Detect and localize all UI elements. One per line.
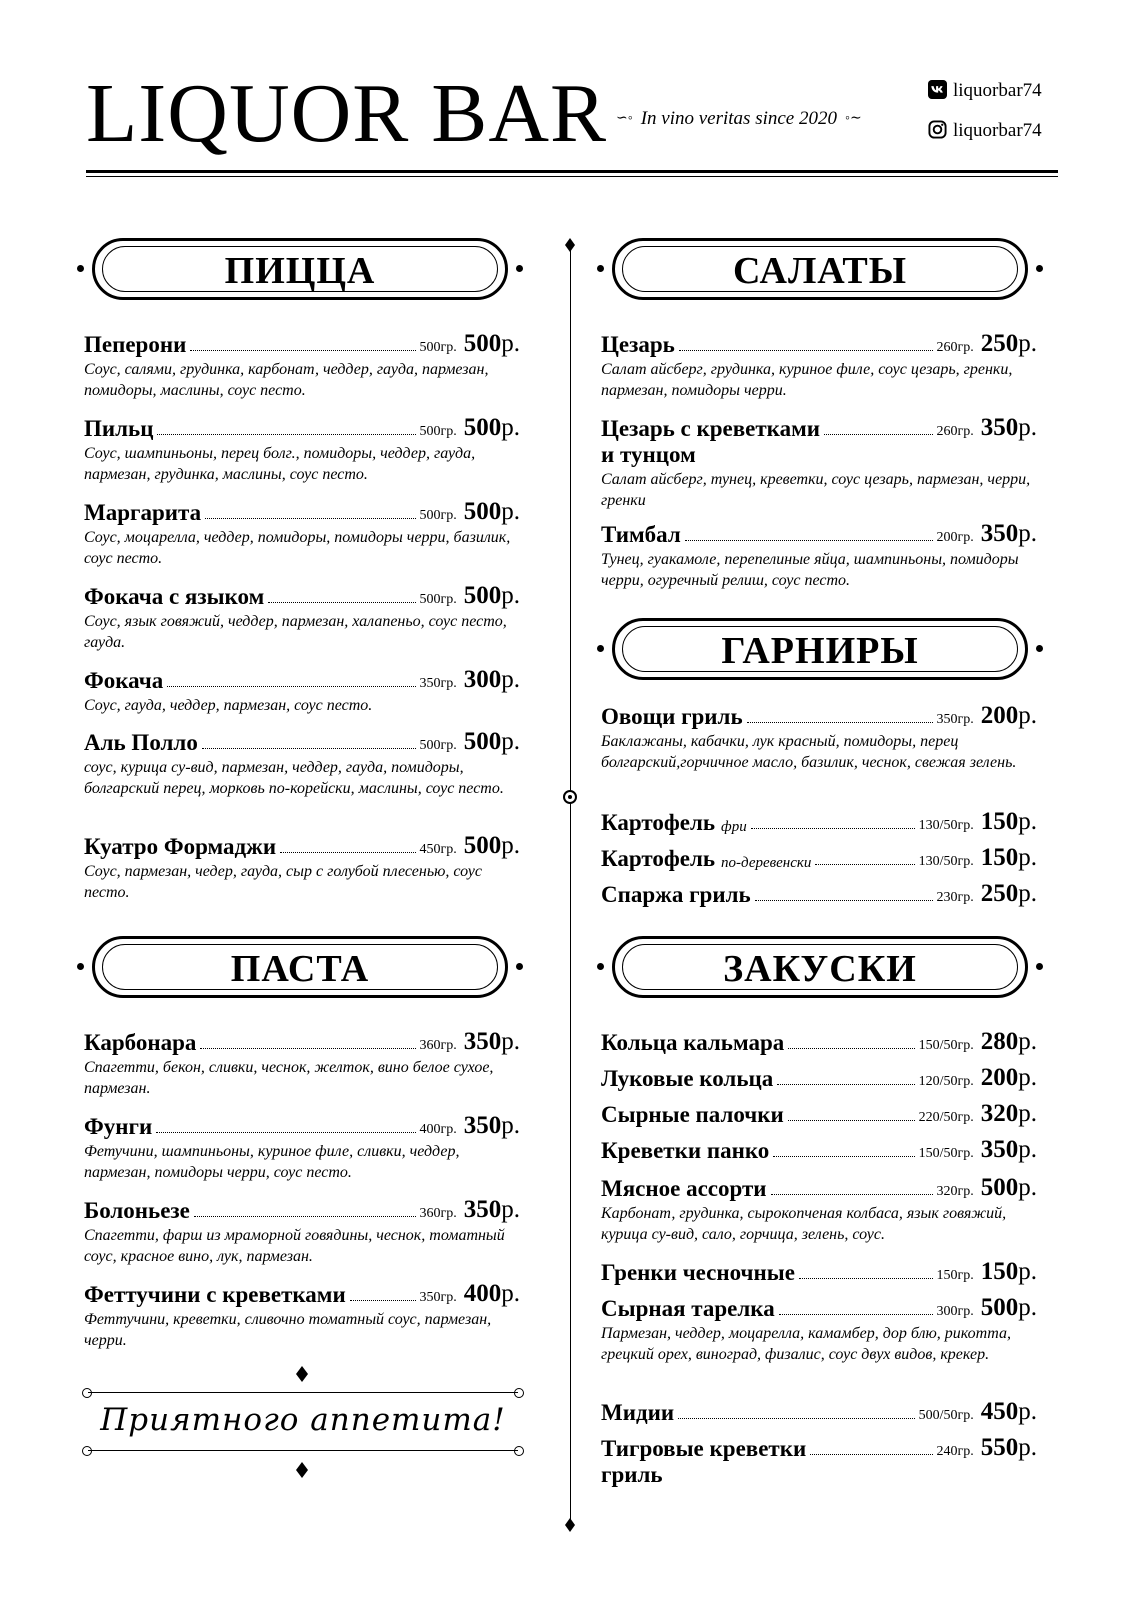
item-price xyxy=(981,1174,1037,1202)
item-price xyxy=(464,1112,520,1140)
price-currency: р. xyxy=(501,1028,520,1055)
menu-item-row xyxy=(601,1256,1037,1286)
item-price xyxy=(981,520,1037,548)
menu-item xyxy=(601,1062,1037,1092)
item-name: Фунги xyxy=(84,1114,153,1139)
price-currency: р. xyxy=(1018,880,1037,907)
dot-leader xyxy=(751,828,915,829)
item-price xyxy=(981,414,1037,442)
dot-leader xyxy=(268,602,415,603)
item-description: соус, курица су-вид, пармезан, чеддер, гауда, помидоры, болгарский перец, морковь по-корейски, маслины, соус песто. xyxy=(84,759,504,797)
menu-item-row xyxy=(84,1194,520,1224)
price-currency: р. xyxy=(1018,1294,1037,1321)
item-description: Баклажаны, кабачки, лук красный, помидоры, перец болгарский,горчичное масло, базилик, чеснок, свежая зелень. xyxy=(601,733,1017,771)
item-description: Соус, пармезан, чедер, гауда, сыр с голубой плесенью, соус песто. xyxy=(84,863,482,901)
item-weight: 120/50гр. xyxy=(918,1074,974,1089)
item-description: Пармезан, чеддер, моцарелла, камамбер, дор блю, рикотта, грецкий орех, виноград, физалис, соус двух видов, крекер. xyxy=(601,1325,1011,1363)
item-note: фри xyxy=(721,819,747,835)
price-value: 500 xyxy=(463,728,502,755)
section-title: ПАСТА xyxy=(230,948,370,990)
item-price xyxy=(464,832,520,860)
price-value: 350 xyxy=(463,1112,502,1139)
menu-item-row xyxy=(84,412,520,442)
menu-item-row xyxy=(601,842,1037,872)
item-name: Болоньезе xyxy=(84,1198,190,1223)
item-price xyxy=(981,330,1037,358)
item-name: Гренки чесночные xyxy=(601,1260,795,1285)
item-name-continued: и тунцом xyxy=(601,442,696,467)
item-price xyxy=(464,582,520,610)
price-currency: р. xyxy=(501,330,520,357)
flourish-line xyxy=(88,1392,518,1393)
item-price xyxy=(464,1028,520,1056)
menu-item xyxy=(84,328,520,401)
dot-leader xyxy=(280,852,415,853)
item-name: Маргарита xyxy=(84,500,202,525)
menu-item-row xyxy=(601,1098,1037,1128)
item-weight: 150/50гр. xyxy=(918,1038,974,1053)
item-price xyxy=(981,1028,1037,1056)
item-price xyxy=(981,844,1037,872)
price-value: 500 xyxy=(463,832,502,859)
item-price xyxy=(981,1294,1037,1322)
item-description: Салат айсберг, тунец, креветки, соус цезарь, пармезан, черри, гренки xyxy=(601,471,1031,509)
item-weight: 350гр. xyxy=(419,676,457,691)
item-name: Овощи гриль xyxy=(601,704,743,729)
dot-leader xyxy=(777,1084,914,1085)
price-value: 300 xyxy=(463,666,502,693)
price-value: 350 xyxy=(980,414,1019,441)
brand-title: LIQUOR BAR xyxy=(86,67,608,160)
item-weight: 260гр. xyxy=(936,424,974,439)
item-description: Спагетти, бекон, сливки, чеснок, желток, вино белое сухое, пармезан. xyxy=(84,1059,494,1097)
menu-item-row xyxy=(601,518,1037,548)
menu-item xyxy=(601,878,1037,908)
price-value: 450 xyxy=(980,1398,1019,1425)
item-price xyxy=(464,414,520,442)
menu-item xyxy=(601,518,1037,591)
menu-item-row xyxy=(601,1172,1037,1202)
dot-leader xyxy=(815,864,914,865)
instagram-link[interactable] xyxy=(928,120,1042,142)
item-weight: 350гр. xyxy=(419,1290,457,1305)
price-currency: р. xyxy=(501,832,520,859)
menu-item-row xyxy=(84,830,520,860)
section-title: ЗАКУСКИ xyxy=(723,948,917,990)
price-currency: р. xyxy=(501,728,520,755)
menu-item xyxy=(601,1026,1037,1056)
curl-ornament-icon xyxy=(82,1446,92,1456)
section-title: ГАРНИРЫ xyxy=(721,630,919,672)
dot-leader xyxy=(194,1216,416,1217)
price-currency: р. xyxy=(1018,1136,1037,1163)
item-price xyxy=(981,1258,1037,1286)
item-name: Мидии xyxy=(601,1400,675,1425)
item-price xyxy=(464,666,520,694)
price-currency: р. xyxy=(1018,1064,1037,1091)
price-value: 150 xyxy=(980,1258,1019,1285)
price-value: 500 xyxy=(463,330,502,357)
menu-item xyxy=(601,412,1037,511)
menu-item-row xyxy=(84,1110,520,1140)
menu-item-row xyxy=(84,328,520,358)
item-weight: 150/50гр. xyxy=(918,1146,974,1161)
dot-leader xyxy=(755,900,933,901)
dot-leader xyxy=(157,434,415,435)
item-weight: 500/50гр. xyxy=(918,1408,974,1423)
dot-leader xyxy=(350,1300,416,1301)
header-rule-thin xyxy=(86,176,1058,177)
instagram-icon xyxy=(928,120,947,139)
menu-item xyxy=(601,1292,1037,1365)
price-currency: р. xyxy=(501,1196,520,1223)
menu-item-row xyxy=(601,1292,1037,1322)
menu-item-row xyxy=(601,412,1037,442)
menu-item xyxy=(601,1172,1037,1245)
section-banner-sides xyxy=(612,618,1028,680)
menu-item-row xyxy=(601,878,1037,908)
price-value: 400 xyxy=(463,1280,502,1307)
item-description: Соус, шампиньоны, перец болг., помидоры, чеддер, гауда, пармезан, грудинка, маслины, соус песто. xyxy=(84,445,476,483)
diamond-ornament-icon xyxy=(565,238,575,252)
vk-link[interactable] xyxy=(928,80,1042,102)
menu-item xyxy=(84,1026,520,1099)
dot-ornament-icon xyxy=(77,265,84,272)
menu-item-row xyxy=(84,1278,520,1308)
menu-item xyxy=(84,726,520,799)
item-name: Креветки панко xyxy=(601,1138,770,1163)
dot-ornament-icon xyxy=(1036,963,1043,970)
vk-handle: liquorbar74 xyxy=(953,80,1042,101)
item-weight: 130/50гр. xyxy=(918,854,974,869)
item-name: Пеперони xyxy=(84,332,187,357)
menu-item xyxy=(601,842,1037,872)
dot-leader xyxy=(679,350,933,351)
diamond-ornament-icon xyxy=(296,1366,308,1382)
price-value: 200 xyxy=(980,1064,1019,1091)
item-weight: 320гр. xyxy=(936,1184,974,1199)
price-currency: р. xyxy=(501,582,520,609)
item-weight: 360гр. xyxy=(419,1206,457,1221)
item-weight: 500гр. xyxy=(419,592,457,607)
item-price xyxy=(981,808,1037,836)
price-value: 250 xyxy=(980,880,1019,907)
section-title: САЛАТЫ xyxy=(732,250,908,292)
item-name: Картофель xyxy=(601,810,716,835)
menu-item-row xyxy=(601,328,1037,358)
item-name: Карбонара xyxy=(84,1030,197,1055)
item-weight: 260гр. xyxy=(936,340,974,355)
menu-item xyxy=(84,1194,520,1267)
diamond-ornament-icon xyxy=(565,1518,575,1532)
dot-ornament-icon xyxy=(516,963,523,970)
swirl-ornament-icon: ◦∼ xyxy=(845,111,862,126)
item-name-continued: гриль xyxy=(601,1462,663,1487)
price-value: 500 xyxy=(980,1174,1019,1201)
price-value: 350 xyxy=(980,1136,1019,1163)
price-currency: р. xyxy=(1018,808,1037,835)
item-name: Мясное ассорти xyxy=(601,1176,767,1201)
curl-ornament-icon xyxy=(514,1388,524,1398)
item-name: Спаржа гриль xyxy=(601,882,751,907)
item-price xyxy=(981,1434,1037,1462)
price-currency: р. xyxy=(1018,330,1037,357)
item-price xyxy=(464,498,520,526)
menu-item xyxy=(84,580,520,653)
item-weight: 240гр. xyxy=(936,1444,974,1459)
menu-item xyxy=(601,1256,1037,1286)
price-value: 150 xyxy=(980,844,1019,871)
dot-leader xyxy=(824,434,932,435)
menu-item-row xyxy=(601,1062,1037,1092)
item-note: по-деревенски xyxy=(721,855,812,871)
menu-item xyxy=(601,806,1037,836)
menu-item xyxy=(601,1134,1037,1164)
menu-item-row xyxy=(601,700,1037,730)
price-currency: р. xyxy=(1018,702,1037,729)
dot-leader xyxy=(205,518,415,519)
menu-item xyxy=(601,700,1037,773)
menu-item xyxy=(601,1396,1037,1426)
item-name: Цезарь с креветками xyxy=(601,416,821,441)
item-description: Фетучини, шампиньоны, куриное филе, сливки, чеддер, пармезан, помидоры черри, соус песто. xyxy=(84,1143,460,1181)
price-currency: р. xyxy=(1018,1028,1037,1055)
dot-ornament-icon xyxy=(1036,645,1043,652)
item-name: Луковые кольца xyxy=(601,1066,774,1091)
appetit-text: Приятного аппетита! xyxy=(100,1402,506,1438)
motto-text: In vino veritas since 2020 xyxy=(640,108,837,129)
section-banner-pasta xyxy=(92,936,508,998)
menu-item xyxy=(601,328,1037,401)
dot-ornament-icon xyxy=(1036,265,1043,272)
price-value: 150 xyxy=(980,808,1019,835)
item-description: Соус, салями, грудинка, карбонат, чеддер, гауда, пармезан, помидоры, маслины, соус песто. xyxy=(84,361,489,399)
header-rule xyxy=(86,170,1058,173)
instagram-handle: liquorbar74 xyxy=(953,120,1042,141)
item-price xyxy=(464,330,520,358)
section-banner-snacks xyxy=(612,936,1028,998)
item-weight: 350гр. xyxy=(936,712,974,727)
dot-ornament-icon xyxy=(597,645,604,652)
column-divider xyxy=(570,244,571,1524)
price-currency: р. xyxy=(1018,1100,1037,1127)
item-description: Феттучини, креветки, сливочно томатный соус, пармезан, черри. xyxy=(84,1311,492,1349)
item-weight: 400гр. xyxy=(419,1122,457,1137)
item-price xyxy=(464,1280,520,1308)
dot-leader xyxy=(156,1132,415,1133)
price-currency: р. xyxy=(501,498,520,525)
dot-ornament-icon xyxy=(597,963,604,970)
menu-item xyxy=(84,830,520,903)
item-name: Цезарь xyxy=(601,332,675,357)
item-price xyxy=(464,728,520,756)
menu-item xyxy=(601,1432,1037,1488)
item-name: Сырная тарелка xyxy=(601,1296,775,1321)
item-description: Соус, гауда, чеддер, пармезан, соус песто. xyxy=(84,697,373,714)
price-currency: р. xyxy=(1018,1174,1037,1201)
menu-item-row xyxy=(601,1026,1037,1056)
dot-leader xyxy=(788,1048,914,1049)
item-name: Тигровые креветки xyxy=(601,1436,807,1461)
vk-icon xyxy=(928,80,947,99)
price-value: 350 xyxy=(980,520,1019,547)
item-price xyxy=(981,880,1037,908)
dot-leader xyxy=(167,686,415,687)
swirl-ornament-icon: ∽◦ xyxy=(616,111,633,126)
item-name: Тимбал xyxy=(601,522,681,547)
section-banner-salads xyxy=(612,238,1028,300)
section-banner-pizza xyxy=(92,238,508,300)
dot-leader xyxy=(799,1278,933,1279)
item-description: Тунец, гуакамоле, перепелиные яйца, шампиньоны, помидоры черри, огуречный релиш, соус песто. xyxy=(601,551,1019,589)
item-weight: 500гр. xyxy=(419,424,457,439)
item-weight: 150гр. xyxy=(936,1268,974,1283)
price-value: 500 xyxy=(980,1294,1019,1321)
item-price xyxy=(981,1064,1037,1092)
price-currency: р. xyxy=(1018,1258,1037,1285)
menu-item xyxy=(84,664,520,716)
menu-item-row xyxy=(84,726,520,756)
menu-item-row xyxy=(601,1134,1037,1164)
dot-leader xyxy=(190,350,415,351)
item-name: Фокача с языком xyxy=(84,584,265,609)
price-value: 550 xyxy=(980,1434,1019,1461)
item-weight: 200гр. xyxy=(936,530,974,545)
item-description: Спагетти, фарш из мраморной говядины, чеснок, томатный соус, красное вино, лук, пармезан. xyxy=(84,1227,505,1265)
dot-leader xyxy=(678,1418,915,1419)
dot-ornament-icon xyxy=(516,265,523,272)
item-name: Сырные палочки xyxy=(601,1102,784,1127)
dot-leader xyxy=(200,1048,415,1049)
dot-leader xyxy=(779,1314,933,1315)
price-currency: р. xyxy=(501,666,520,693)
dot-leader xyxy=(771,1194,933,1195)
dot-leader xyxy=(685,540,933,541)
price-value: 350 xyxy=(463,1196,502,1223)
menu-item-row xyxy=(601,806,1037,836)
item-description: Соус, язык говяжий, чеддер, пармезан, халапеньо, соус песто, гауда. xyxy=(84,613,507,651)
item-price xyxy=(464,1196,520,1224)
price-value: 500 xyxy=(463,582,502,609)
menu-item-row xyxy=(84,664,520,694)
price-value: 500 xyxy=(463,498,502,525)
curl-ornament-icon xyxy=(514,1446,524,1456)
item-weight: 230гр. xyxy=(936,890,974,905)
item-price xyxy=(981,1136,1037,1164)
price-value: 250 xyxy=(980,330,1019,357)
ring-ornament-icon xyxy=(563,790,577,804)
motto xyxy=(608,108,870,130)
price-currency: р. xyxy=(501,1280,520,1307)
item-description: Соус, моцарелла, чеддер, помидоры, помидоры черри, базилик, соус песто. xyxy=(84,529,511,567)
price-value: 200 xyxy=(980,702,1019,729)
item-name: Пильц xyxy=(84,416,154,441)
item-name: Аль Полло xyxy=(84,730,198,755)
dot-leader xyxy=(747,722,933,723)
menu-item xyxy=(84,1110,520,1183)
item-price xyxy=(981,1398,1037,1426)
price-value: 350 xyxy=(463,1028,502,1055)
item-weight: 220/50гр. xyxy=(918,1110,974,1125)
menu-item-row xyxy=(601,1432,1037,1462)
item-weight: 360гр. xyxy=(419,1038,457,1053)
dot-ornament-icon xyxy=(77,963,84,970)
price-value: 280 xyxy=(980,1028,1019,1055)
dot-leader xyxy=(773,1156,914,1157)
price-currency: р. xyxy=(1018,520,1037,547)
menu-item xyxy=(601,1098,1037,1128)
curl-ornament-icon xyxy=(82,1388,92,1398)
menu-item xyxy=(84,412,520,485)
item-name: Кольца кальмара xyxy=(601,1030,785,1055)
dot-leader xyxy=(202,748,416,749)
item-weight: 500гр. xyxy=(419,738,457,753)
item-description: Салат айсберг, грудинка, куриное филе, соус цезарь, гренки, пармезан, помидоры черри. xyxy=(601,361,1013,399)
item-name: Феттучини с креветками xyxy=(84,1282,346,1307)
menu-item xyxy=(84,1278,520,1351)
price-currency: р. xyxy=(1018,414,1037,441)
flourish-line xyxy=(88,1450,518,1451)
item-name: Фокача xyxy=(84,668,164,693)
item-weight: 500гр. xyxy=(419,340,457,355)
item-weight: 130/50гр. xyxy=(918,818,974,833)
menu-item-row xyxy=(84,1026,520,1056)
dot-leader xyxy=(810,1454,932,1455)
item-weight: 450гр. xyxy=(419,842,457,857)
price-value: 320 xyxy=(980,1100,1019,1127)
menu-item-row xyxy=(84,496,520,526)
section-title: ПИЦЦА xyxy=(224,250,376,292)
item-price xyxy=(981,1100,1037,1128)
item-weight: 300гр. xyxy=(936,1304,974,1319)
item-weight: 500гр. xyxy=(419,508,457,523)
price-currency: р. xyxy=(1018,1434,1037,1461)
diamond-ornament-icon xyxy=(296,1462,308,1478)
menu-item-row xyxy=(84,580,520,610)
item-price xyxy=(981,702,1037,730)
price-value: 500 xyxy=(463,414,502,441)
price-currency: р. xyxy=(501,1112,520,1139)
dot-leader xyxy=(788,1120,915,1121)
item-description: Карбонат, грудинка, сырокопченая колбаса, язык говяжий, курица су-вид, сало, горчица, зелень, соус. xyxy=(601,1205,1007,1243)
item-name: Картофель xyxy=(601,846,716,871)
dot-ornament-icon xyxy=(597,265,604,272)
price-currency: р. xyxy=(1018,844,1037,871)
menu-item-row xyxy=(601,1396,1037,1426)
menu-item xyxy=(84,496,520,569)
price-currency: р. xyxy=(1018,1398,1037,1425)
price-currency: р. xyxy=(501,414,520,441)
item-name: Куатро Формаджи xyxy=(84,834,277,859)
